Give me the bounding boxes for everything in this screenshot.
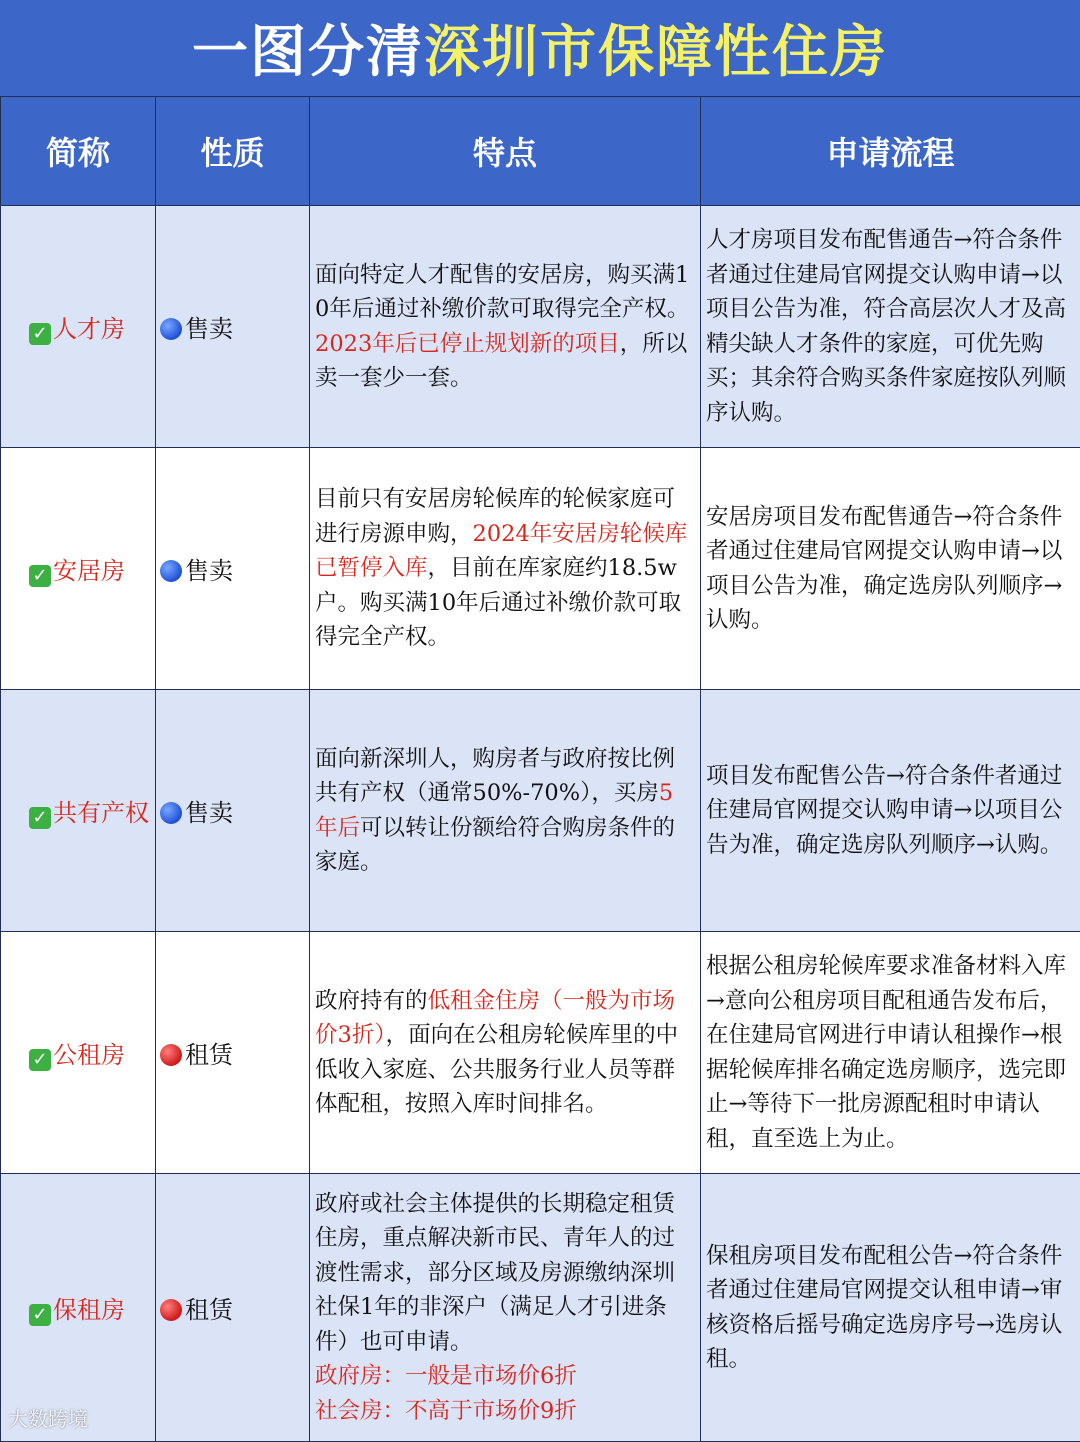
nature-cell: [156, 1174, 310, 1442]
nature-label: 租赁: [185, 1296, 233, 1324]
feature-highlight: 低租金住房（一般为市场价3折）: [315, 988, 675, 1049]
header-short-name: 简称: [1, 97, 156, 206]
process-text: 项目发布配售公告→符合条件者通过住建局官网提交认购申请→以项目公告为准，确定选房队列顺序→认购。: [706, 763, 1062, 858]
feature-cell: [310, 448, 701, 690]
header-nature: 性质: [156, 97, 310, 206]
process-cell: [701, 206, 1080, 448]
feature-text: 面向特定人才配售的安居房，购买满10年后通过补缴价款可取得完全产权。: [315, 262, 689, 323]
red-circle-icon: [160, 1044, 182, 1066]
header-process: 申请流程: [701, 97, 1080, 206]
feature-text: ，面向在公租房轮候库里的中低收入家庭、公共服务行业人员等群体配租，按照入库时间排名。: [315, 1022, 678, 1117]
feature-text: 政府或社会主体提供的长期稳定租赁住房，重点解决新市民、青年人的过渡性需求，部分区域及房源缴纳深圳社保1年的非深户（满足人才引进条件）也可申请。: [315, 1191, 675, 1355]
feature-text: 可以转让份额给符合购房条件的家庭。: [315, 815, 675, 876]
housing-name-cell: [1, 206, 156, 448]
process-text: 人才房项目发布配售通告→符合条件者通过住建局官网提交认购申请→以项目公告为准，符合高层次人才及高精尖缺人才条件的家庭，可优先购买；其余符合购买条件家庭按队列顺序认购。: [706, 227, 1066, 426]
nature-label: 售卖: [185, 315, 233, 343]
nature-label: 租赁: [185, 1041, 233, 1069]
feature-cell: [310, 1174, 701, 1442]
title-part-white: 一图分清: [192, 8, 424, 88]
feature-highlight: 5年后: [315, 780, 673, 841]
check-icon: ✓: [29, 323, 51, 345]
table-row: [1, 448, 1080, 690]
blue-circle-icon: [160, 318, 182, 340]
table-row: [1, 1174, 1080, 1442]
check-icon: ✓: [29, 807, 51, 829]
feature-highlight: 2024年安居房轮候库已暂停入库: [315, 521, 687, 582]
nature-label: 售卖: [185, 799, 233, 827]
feature-text: ，目前在库家庭约18.5w户。购买满10年后通过补缴价款可取得完全产权。: [315, 555, 681, 650]
table-header-row: [1, 97, 1080, 206]
process-cell: [701, 932, 1080, 1174]
housing-name: 保租房: [53, 1296, 125, 1324]
blue-circle-icon: [160, 802, 182, 824]
blue-circle-icon: [160, 560, 182, 582]
feature-highlight: 政府房：一般是市场价6折: [315, 1363, 577, 1389]
housing-name-cell: [1, 690, 156, 932]
process-text: 保租房项目发布配租公告→符合条件者通过住建局官网提交认租申请→审核资格后摇号确定选房序号→选房认租。: [706, 1243, 1062, 1373]
feature-highlight: 2023年后已停止规划新的项目: [315, 331, 620, 357]
feature-text: 面向新深圳人，购房者与政府按比例共有产权（通常50%-70%），买房: [315, 746, 675, 807]
process-cell: [701, 448, 1080, 690]
check-icon: ✓: [29, 565, 51, 587]
housing-name: 安居房: [53, 557, 125, 585]
nature-label: 售卖: [185, 557, 233, 585]
housing-name-cell: [1, 932, 156, 1174]
feature-highlight: 社会房：不高于市场价9折: [315, 1398, 577, 1424]
feature-cell: [310, 932, 701, 1174]
housing-name-cell: [1, 448, 156, 690]
housing-name-cell: [1, 1174, 156, 1442]
watermark-text: 大数跨境: [8, 1407, 88, 1431]
housing-name: 人才房: [53, 315, 125, 343]
feature-text: 目前只有安居房轮候库的轮候家庭可进行房源申购，: [315, 486, 675, 547]
feature-text: 政府持有的: [315, 988, 428, 1014]
title-part-yellow: 深圳市保障性住房: [424, 8, 888, 88]
header-features: 特点: [310, 97, 701, 206]
watermark-logo: [8, 1403, 88, 1432]
housing-table: [0, 96, 1080, 1442]
process-cell: [701, 690, 1080, 932]
process-text: 根据公租房轮候库要求准备材料入库→意向公租房项目配租通告发布后，在住建局官网进行申请认租操作→根据轮候库排名确定选房顺序，选完即止→等待下一批房源配租时申请认租，直至选上为止。: [706, 953, 1066, 1152]
table-row: [1, 206, 1080, 448]
feature-cell: [310, 690, 701, 932]
nature-cell: [156, 690, 310, 932]
process-cell: [701, 1174, 1080, 1442]
process-text: 安居房项目发布配售通告→符合条件者通过住建局官网提交认购申请→以项目公告为准，确定选房队列顺序→认购。: [706, 504, 1062, 634]
feature-cell: [310, 206, 701, 448]
table-row: [1, 932, 1080, 1174]
check-icon: ✓: [29, 1049, 51, 1071]
feature-text: ，所以卖一套少一套。: [315, 331, 687, 392]
nature-cell: [156, 448, 310, 690]
page-title: [0, 0, 1080, 98]
check-icon: ✓: [29, 1304, 51, 1326]
nature-cell: [156, 206, 310, 448]
nature-cell: [156, 932, 310, 1174]
table-row: [1, 690, 1080, 932]
housing-name: 共有产权: [53, 799, 149, 827]
red-circle-icon: [160, 1299, 182, 1321]
housing-name: 公租房: [53, 1041, 125, 1069]
